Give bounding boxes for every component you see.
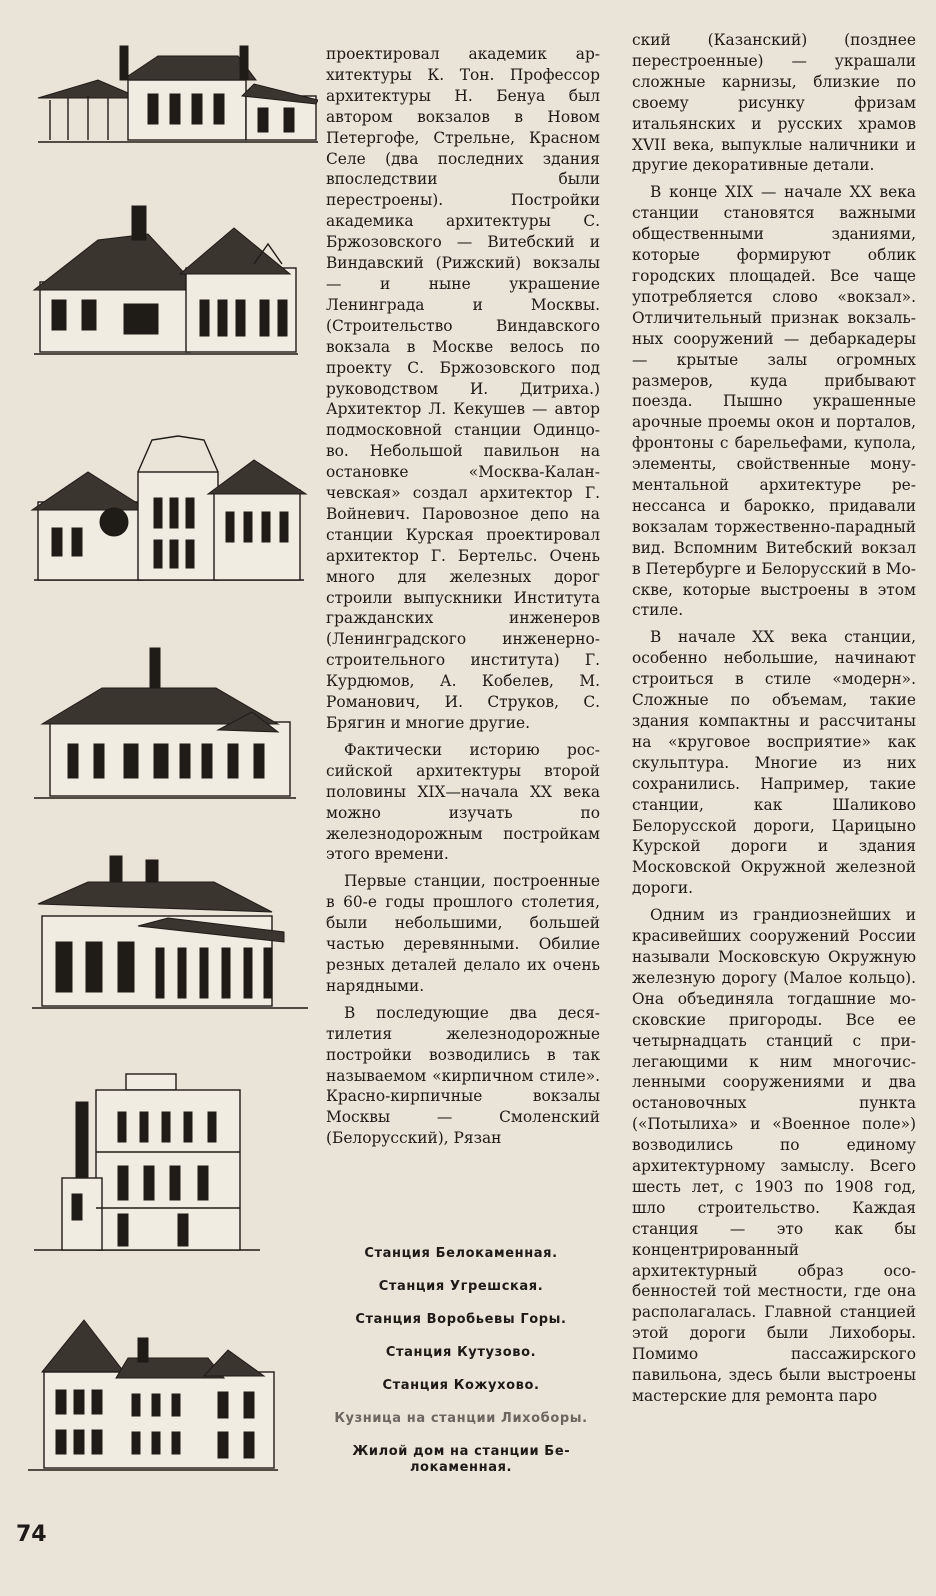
station-belokamennaya-drawing [28, 40, 318, 160]
paragraph: Фактически историю российской архитектуры второй половины XIX—начала XX века можно изучать по железнодорожным постройкам этого времени. [326, 740, 600, 864]
paragraph: проектировал академик архитектуры К. Тон. Профессор архитектуры Н. Бенуа был автором вокзалов в Новом Петергофе, Стрельне, Красном Селе (два последних здания впоследствии были перестроены). Постройки академика архитектуры С. Бржозовского — Витебский и Виндавский (Рижский) вокзалы — и ныне украшение Ленинграда и Москвы. (Строительство Виндавского вокзала в Москве велось по проекту С. Бржозовского под руководством И. Дитриха.) Архитектор Л. Кекушев — автор подмосковной станции Одинцово. Небольшой павильон на остановке «Москва-Каланчевская» создал архитектор Г. Войневич. Паровозное депо на станции Курская проектировал архитектор Г. Бертельс. Очень много для железных дорог строили выпускники Института гражданских инженеров (Ленинградского инженерно-строительного института) Г. Курдюмов, А. Кобелев, М. Романович, И. Струков, С. Брягин и многие другие. [326, 45, 600, 732]
paragraph: В начале XX века станции, особенно небольшие, начинают строиться в стиле «модерн». Сложные по объемам, такие здания компактны и рассчитаны на «круговое восприятие» как скульптура. Многие из них сохранились. Например, такие станции, как Шаликово Белорусской дороги, Царицыно Курской дороги и здания Московской Окружной железной дороги. [632, 628, 916, 898]
article-column-middle [326, 44, 600, 1149]
article-column-right [632, 30, 916, 1407]
station-kozhukhovo-drawing [28, 852, 318, 1017]
station-ugreshskaya-drawing [28, 204, 318, 369]
smithy-likhobory-drawing [28, 1070, 318, 1260]
caption: Кузница на станции Лихоборы. [334, 1411, 588, 1426]
caption: Жилой дом на станции Белокаменная. [352, 1444, 570, 1475]
residential-house-belokamennaya-drawing [28, 1314, 318, 1484]
station-vorobyovy-gory-drawing [28, 432, 318, 592]
caption: Станция Белокаменная. [364, 1246, 558, 1261]
caption: Станция Кожухово. [382, 1378, 540, 1393]
paragraph: В конце XIX — начале XX века станции становятся важными общественными зданиями, которые формируют облик городских площадей. Все чаще употребляется слово «вокзал». Отличительный признак вокзальных сооружений — дебаркадеры — крытые залы огромных размеров, куда прибывают поезда. Пышно украшенные арочные проемы окон и порталов, фронтоны с барельефами, купола, элементы, свойственные монументальной архитектуре ренессанса и барокко, придавали вокзалам торжественно-парадный вид. Вспомним Витебский вокзал в Петербурге и Белорусский в Москве, которые выстроены в этом стиле. [632, 183, 916, 620]
paragraph: Первые станции, построенные в 60-е годы прошлого столетия, были небольшими, большей частью деревянными. Обилие резных деталей делало их очень нарядными. [326, 872, 600, 995]
paragraph: Одним из грандиознейших и красивейших сооружений России называли Московскую Окружную железную дорогу (Малое кольцо). Она объединяла тогдашние московские пригороды. Все ее четырнадцать станций с прилегающими к ним многочисленными сооружениями и два остановочных пункта («Потылиха» и «Военное поле») возводились по единому архитектурному замыслу. Всего шесть лет, с 1903 по 1908 год, шло строительство. Каждая станция — это как бы концентрированный архитектурный образ особенностей той местности, где она располагалась. Главной станцией этой дороги были Лихоборы. Помимо пассажирского павильона, здесь были выстроены мастерские для ремонта паро [632, 906, 916, 1405]
station-kutuzovo-drawing [28, 640, 318, 810]
page-number: 74 [16, 1522, 47, 1547]
caption: Станция Кутузово. [385, 1345, 537, 1360]
paragraph: В последующие два десятилетия железнодорожные постройки возводились в так называемом «кирпичном стиле». Красно-кирпичные вокзалы Москвы — Смоленский (Белорусский), Рязан [326, 1003, 600, 1148]
caption: Станция Угрешская. [378, 1279, 544, 1294]
paragraph: ский (Казанский) (позднее перестроенные) — украшали сложные карнизы, близкие по своему рисунку фризам итальянских и русских храмов XVII века, выпуклые наличники и другие декоративные детали. [632, 31, 916, 175]
figure-captions [316, 1246, 606, 1493]
caption: Станция Воробьевы Горы. [355, 1312, 567, 1327]
